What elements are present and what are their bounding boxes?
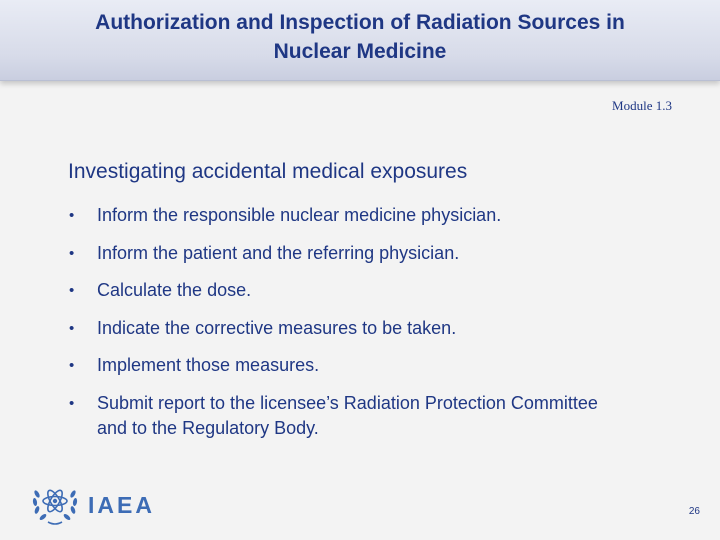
bullet-item	[68, 391, 628, 441]
bullet-text: Submit report to the licensee’s Radiation Protection Committee and to the Regulatory Body.	[97, 392, 598, 438]
iaea-logo	[30, 482, 155, 528]
bullet-dot: •	[69, 319, 75, 337]
slide-title-line-1: Authorization and Inspection of Radiation Sources in	[95, 11, 625, 34]
bullet-dot: •	[69, 282, 75, 299]
bullet-list	[68, 203, 628, 453]
iaea-emblem-icon	[30, 480, 80, 531]
bullet-dot: •	[69, 394, 75, 412]
bullet-item	[68, 353, 628, 378]
bullet-text: Inform the responsible nuclear medicine physician.	[97, 205, 502, 225]
bullet-text: Calculate the dose.	[97, 280, 252, 300]
bullet-item	[68, 316, 628, 341]
bullet-item	[68, 203, 628, 228]
module-label: Module 1.3	[612, 98, 672, 113]
slide-title-line-2: Nuclear Medicine	[273, 40, 447, 63]
bullet-text: Indicate the corrective measures to be taken.	[97, 317, 457, 338]
header-band	[0, 0, 720, 81]
section-title: Investigating accidental medical exposures	[68, 160, 468, 183]
bullet-item	[68, 241, 628, 266]
bullet-dot: •	[69, 244, 75, 262]
bullet-dot: •	[69, 207, 75, 224]
bullet-item	[68, 278, 628, 303]
logo-text: IAEA	[88, 491, 155, 518]
bullet-dot: •	[69, 357, 75, 374]
page-number: 26	[688, 506, 700, 517]
bullet-text: Inform the patient and the referring physician.	[97, 242, 460, 263]
bullet-text: Implement those measures.	[97, 355, 320, 375]
slide-title	[20, 8, 700, 66]
